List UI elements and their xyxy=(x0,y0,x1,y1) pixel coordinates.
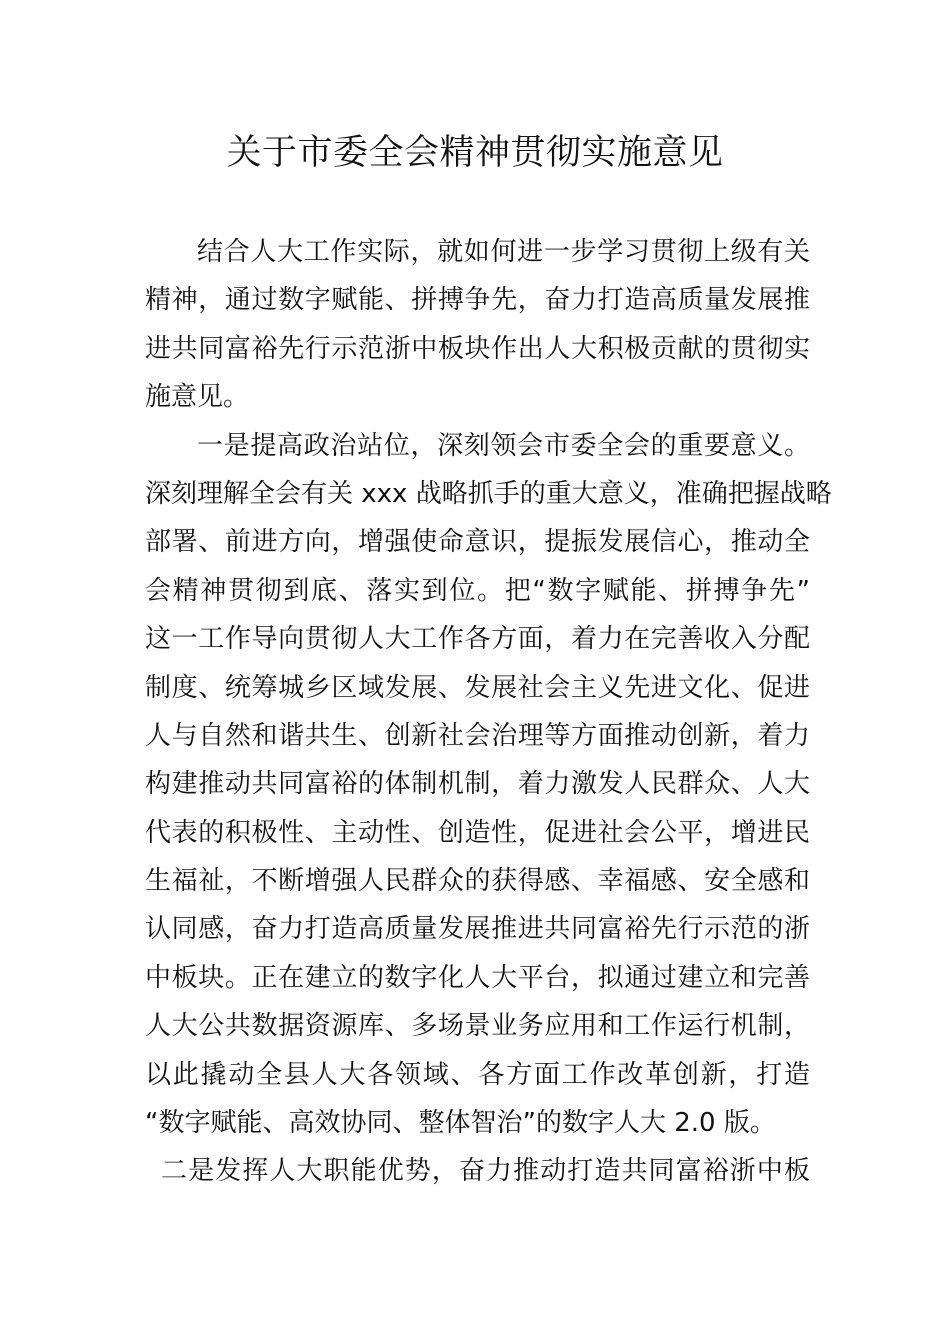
paragraph-line: 人大公共数据资源库、多场景业务应用和工作运行机制， xyxy=(145,1011,810,1042)
document-body xyxy=(145,228,832,1196)
document-title: 关于市委全会精神贯彻实施意见 xyxy=(226,133,724,173)
paragraph-line: 一是提高政治站位，深刻领会市委全会的重要意义。 xyxy=(197,430,810,461)
paragraph-line: 中板块。正在建立的数字化人大平台，拟通过建立和完善 xyxy=(145,962,810,993)
paragraph-line: 以此撬动全县人大各领域、各方面工作改革创新，打造 xyxy=(145,1059,810,1090)
paragraph-line: 会精神贯彻到底、落实到位。把“数字赋能、拼搏争先” xyxy=(145,575,810,606)
paragraph-line: 施意见。 xyxy=(145,382,250,413)
paragraph-line: 代表的积极性、主动性、创造性，促进社会公平，增进民 xyxy=(145,817,810,848)
paragraph-line: 这一工作导向贯彻人大工作各方面，着力在完善收入分配 xyxy=(145,624,810,655)
paragraph-line: 制度、统筹城乡区域发展、发展社会主义先进文化、促进 xyxy=(145,672,810,703)
paragraph-line: 人与自然和谐共生、创新社会治理等方面推动创新，着力 xyxy=(145,720,810,751)
paragraph-line: 结合人大工作实际，就如何进一步学习贯彻上级有关 xyxy=(197,237,810,267)
paragraph-line: 精神，通过数字赋能、拼搏争先，奋力打造高质量发展推 xyxy=(145,285,810,316)
paragraph-line: 生福祉，不断增强人民群众的获得感、幸福感、安全感和 xyxy=(145,866,810,897)
paragraph-line: 认同感，奋力打造高质量发展推进共同富裕先行示范的浙 xyxy=(145,914,810,945)
paragraph-line: 部署、前进方向，增强使命意识，提振发展信心，推动全 xyxy=(145,527,810,558)
paragraph-line: 二是发挥人大职能优势，奋力推动打造共同富裕浙中板 xyxy=(161,1156,810,1187)
paragraph-line: “数字赋能、高效协同、整体智治”的数字人大 2.0 版。 xyxy=(145,1108,776,1139)
paragraph-line: 深刻理解全会有关 xxx 战略抓手的重大意义，准确把握战略 xyxy=(145,478,832,509)
paragraph-line: 构建推动共同富裕的体制机制，着力激发人民群众、人大 xyxy=(145,769,810,800)
paragraph-line: 进共同富裕先行示范浙中板块作出人大积极贡献的贯彻实 xyxy=(145,333,810,364)
